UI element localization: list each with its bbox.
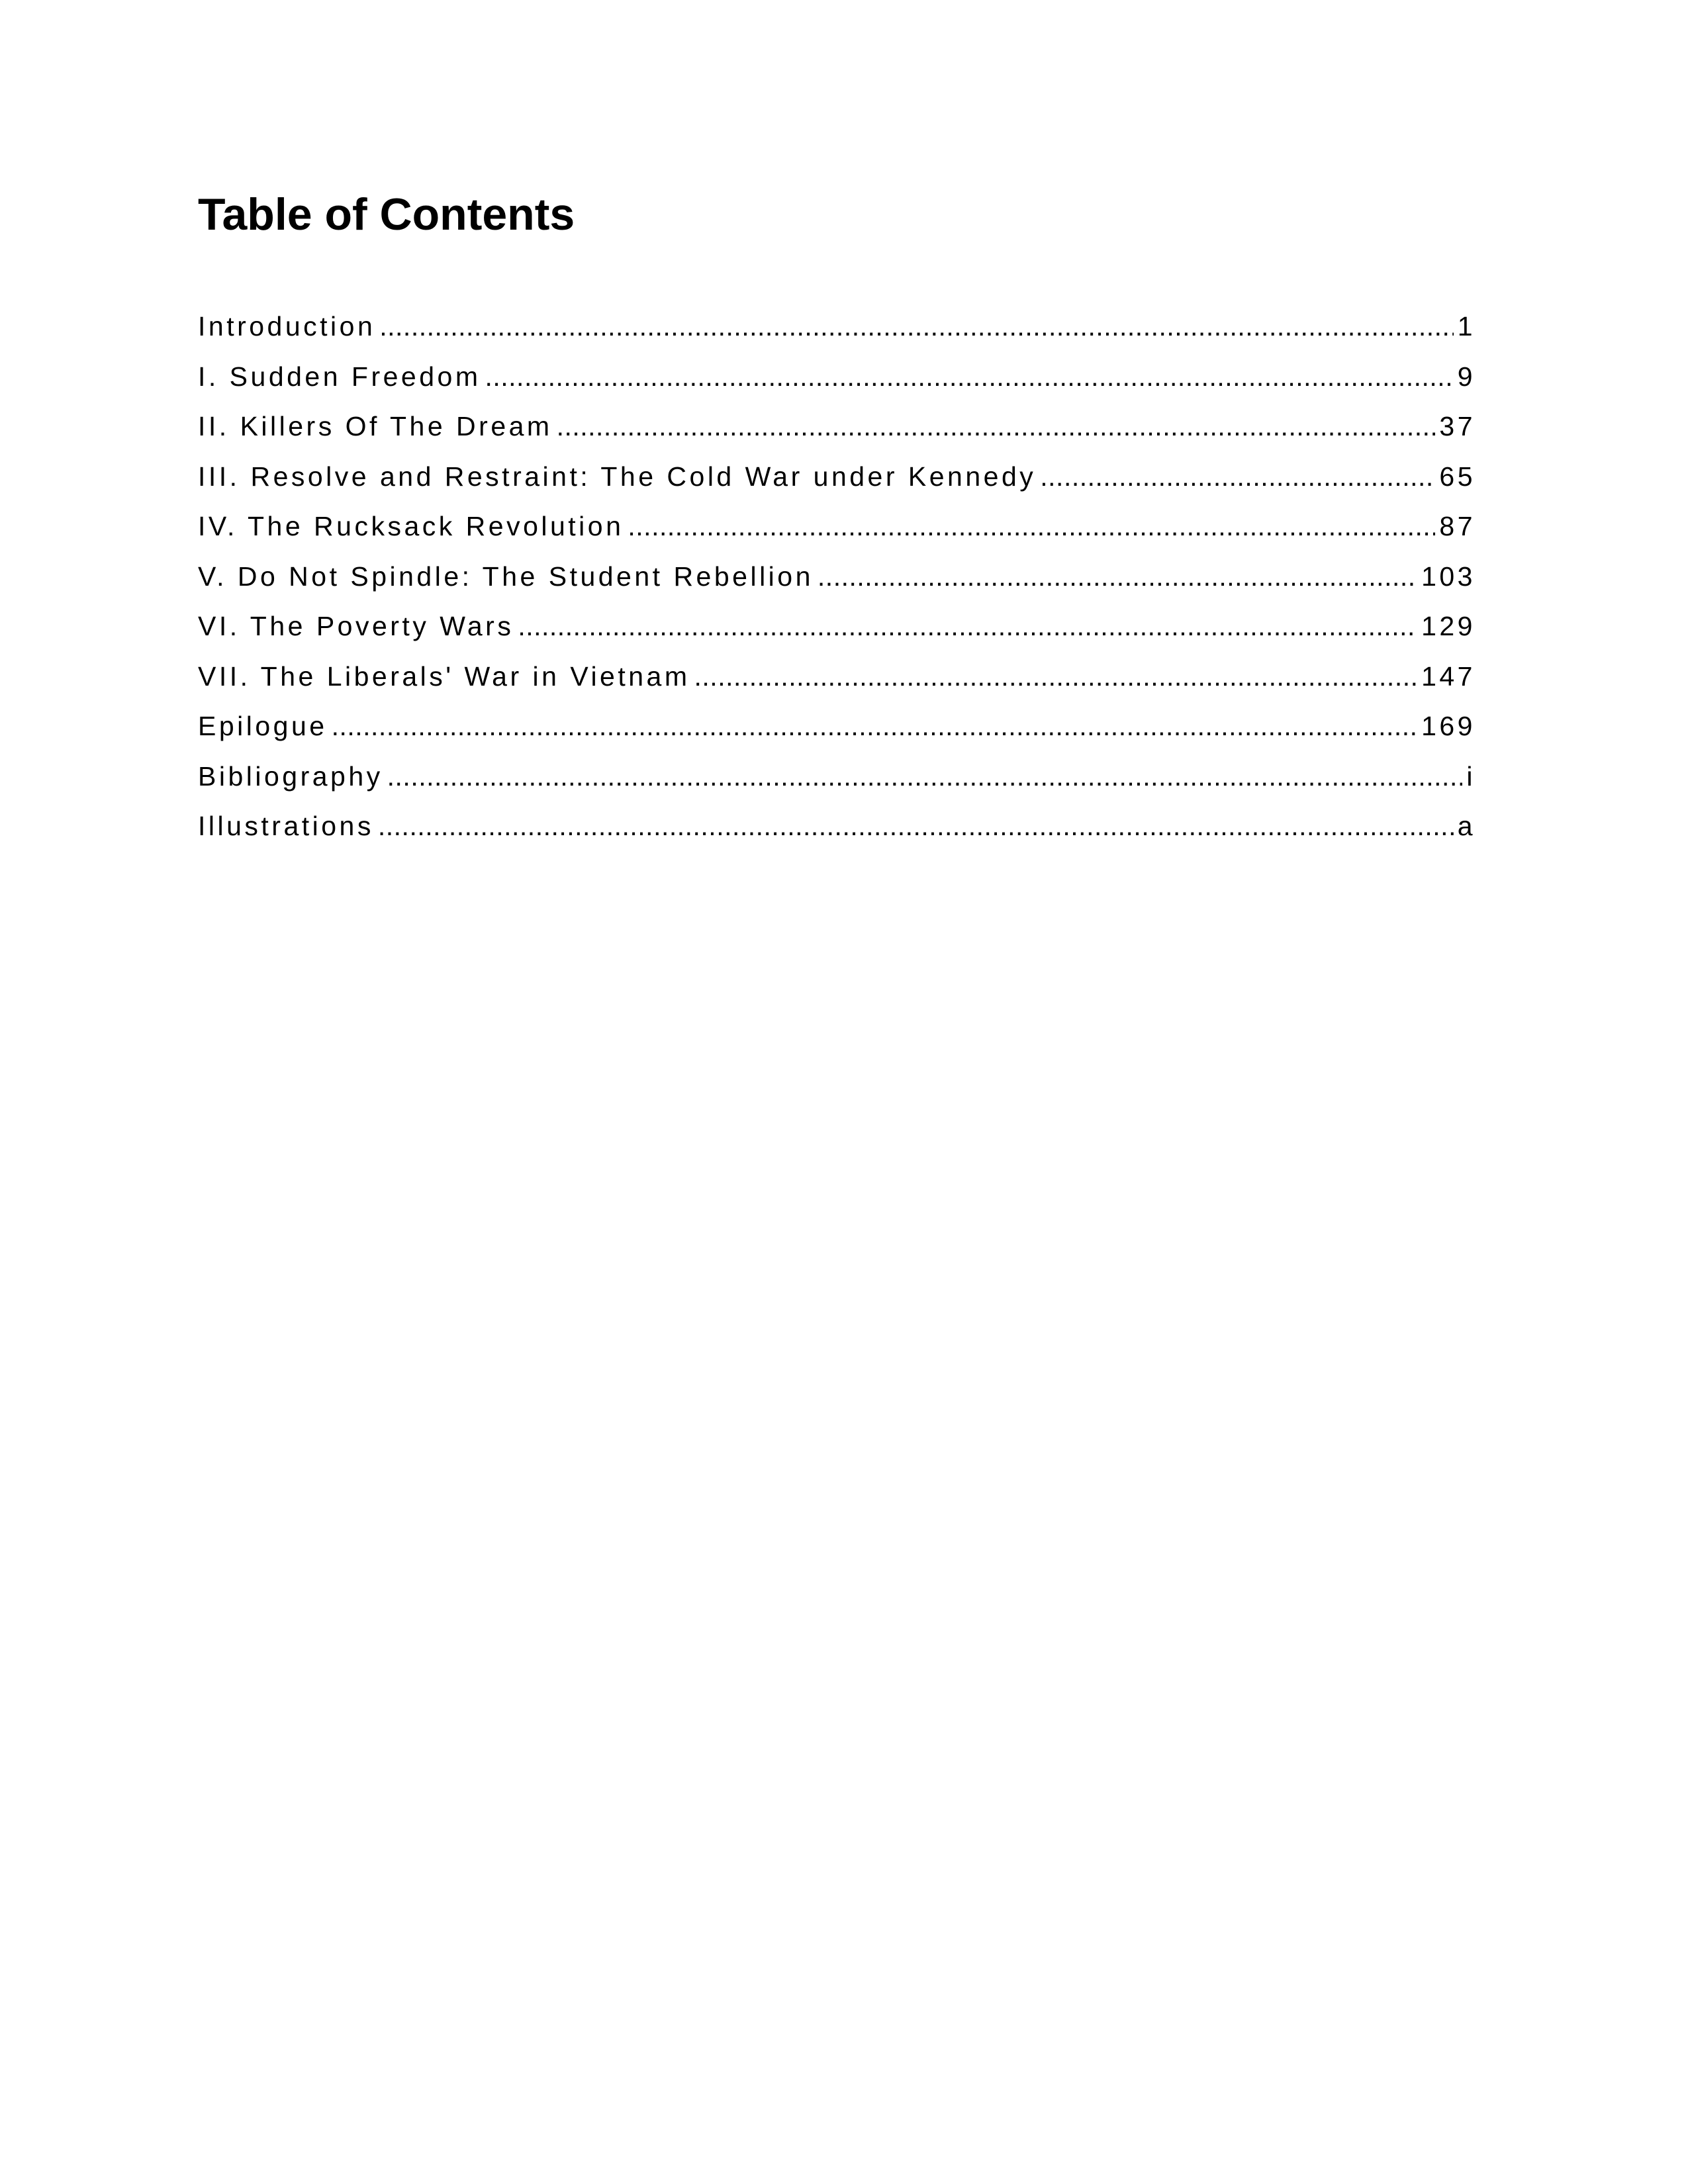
toc-entry-page: a (1457, 813, 1476, 841)
toc-entry-label: V. Do Not Spindle: The Student Rebellion (198, 563, 814, 592)
dot-leader (628, 513, 1435, 540)
toc-entry-label: VII. The Liberals' War in Vietnam (198, 662, 690, 692)
toc-entry-label: Epilogue (198, 713, 328, 741)
toc-entry-page: 103 (1421, 563, 1476, 592)
toc-entry-label: Introduction (198, 313, 376, 341)
dot-leader (694, 663, 1418, 690)
toc-entry-page: 37 (1439, 413, 1476, 441)
toc-entry-epilogue (198, 713, 1476, 763)
dot-leader (485, 363, 1453, 390)
toc-entry-page: 65 (1439, 463, 1476, 492)
dot-leader (1040, 463, 1435, 490)
toc-list (198, 313, 1476, 863)
toc-entry-chapter-4 (198, 513, 1476, 563)
toc-entry-page: 1 (1457, 313, 1476, 341)
toc-entry-chapter-1 (198, 363, 1476, 414)
toc-entry-label: VI. The Poverty Wars (198, 613, 514, 641)
toc-entry-illustrations (198, 813, 1476, 863)
toc-entry-page: 147 (1421, 662, 1476, 692)
dot-leader (379, 313, 1453, 340)
toc-entry-label: I. Sudden Freedom (198, 363, 481, 392)
toc-entry-page: 87 (1439, 513, 1476, 541)
dot-leader (557, 413, 1436, 440)
toc-entry-chapter-7 (198, 663, 1476, 713)
toc-entry-introduction (198, 313, 1476, 363)
toc-entry-label: IV. The Rucksack Revolution (198, 513, 624, 541)
dot-leader (332, 713, 1418, 740)
toc-entry-label: Illustrations (198, 813, 374, 841)
dot-leader (518, 613, 1417, 640)
toc-entry-chapter-3 (198, 463, 1476, 514)
dot-leader (378, 813, 1454, 840)
toc-entry-label: Bibliography (198, 762, 383, 792)
toc-entry-chapter-2 (198, 413, 1476, 463)
toc-title: Table of Contents (198, 189, 575, 240)
toc-entry-page: 129 (1421, 613, 1476, 641)
toc-entry-label: II. Killers Of The Dream (198, 413, 553, 441)
toc-entry-page: 9 (1457, 363, 1476, 392)
toc-entry-bibliography (198, 763, 1476, 813)
toc-entry-label: III. Resolve and Restraint: The Cold War under Kennedy (198, 463, 1037, 492)
toc-entry-chapter-5 (198, 563, 1476, 614)
dot-leader (387, 763, 1463, 790)
toc-entry-page: 169 (1421, 713, 1476, 741)
toc-entry-chapter-6 (198, 613, 1476, 663)
dot-leader (818, 563, 1417, 590)
toc-entry-page: i (1466, 762, 1476, 792)
